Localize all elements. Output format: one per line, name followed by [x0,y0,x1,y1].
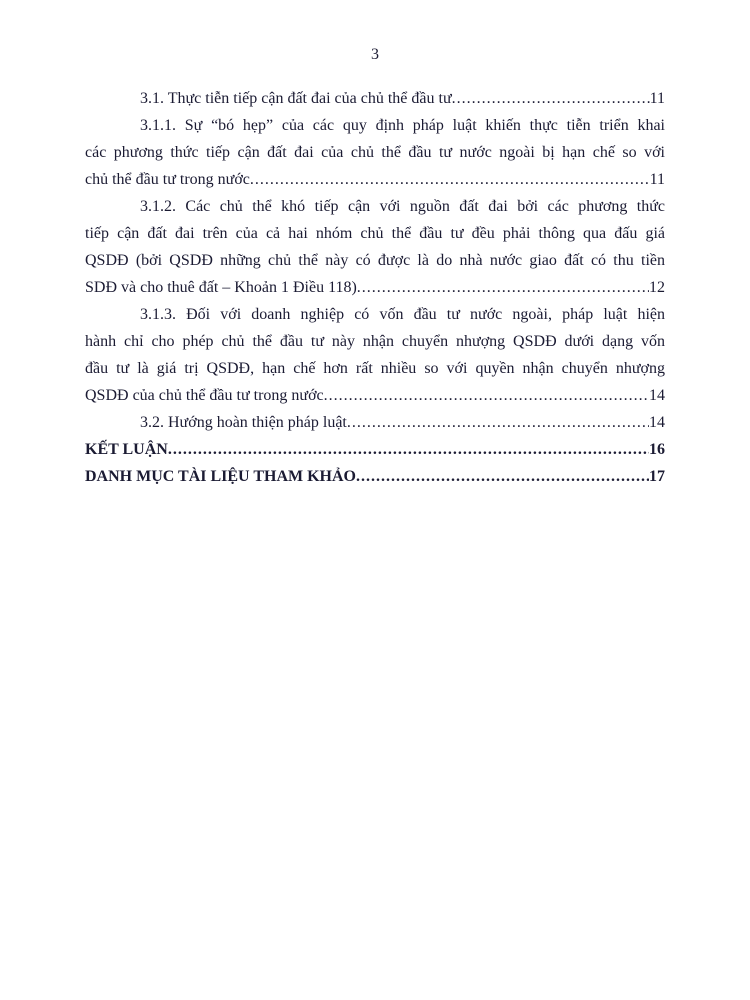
toc-entry-text: KẾT LUẬN [85,441,168,458]
toc-entry-page-number: 17 [649,468,665,485]
dot-leader [168,436,649,463]
table-of-contents [85,85,665,490]
toc-entry-line: đầu tư là giá trị QSDĐ, hạn chế hơn rất nhiều so với quyền nhận chuyển nhượng [85,360,665,377]
toc-entry-leader-line [85,274,665,301]
toc-entry-page-number: 14 [649,387,665,404]
toc-entry-leader-line [85,463,665,490]
toc-entry [85,112,665,193]
toc-entry-line: 3.1.2. Các chủ thể khó tiếp cận với nguồn đất đai bởi các phương thức [140,198,665,215]
toc-entry-line: các phương thức tiếp cận đất đai của chủ thể đầu tư nước ngoài bị hạn chế so với [85,144,665,161]
toc-entry-line: QSDĐ (bởi QSDĐ những chủ thể này có được là do nhà nước giao đất có thu tiền [85,252,665,269]
toc-entry-line: 3.1.3. Đối với doanh nghiệp có vốn đầu tư nước ngoài, pháp luật hiện [140,306,665,323]
toc-entry-leader-line [85,382,665,409]
dot-leader [452,85,650,112]
toc-entry-page-number: 16 [649,441,665,458]
toc-entry-text: chủ thể đầu tư trong nước [85,171,250,188]
toc-entry [85,409,665,436]
toc-entry-leader-line [85,436,665,463]
dot-leader [357,274,649,301]
toc-entry-page-number: 12 [649,279,665,296]
toc-entry-page-number: 11 [649,171,665,188]
dot-leader [324,382,649,409]
toc-entry-leader-line [85,166,665,193]
dot-leader [356,463,649,490]
toc-entry-text: QSDĐ của chủ thể đầu tư trong nước [85,387,324,404]
toc-entry-leader-line [85,85,665,112]
toc-entry [85,193,665,301]
toc-entry [85,85,665,112]
toc-entry-text: DANH MỤC TÀI LIỆU THAM KHẢO [85,468,356,485]
toc-entry-text: 3.2. Hướng hoàn thiện pháp luật [140,414,347,431]
toc-entry [85,436,665,463]
toc-entry-page-number: 14 [649,414,665,431]
toc-entry [85,301,665,409]
toc-entry-line: 3.1.1. Sự “bó hẹp” của các quy định pháp luật khiến thực tiễn triển khai [140,117,665,134]
page-number: 3 [371,46,379,63]
toc-entry-page-number: 11 [649,90,665,107]
toc-entry [85,463,665,490]
dot-leader [347,409,649,436]
dot-leader [250,166,650,193]
toc-entry-line: hành chỉ cho phép chủ thể đầu tư này nhận chuyển nhượng QSDĐ dưới dạng vốn [85,333,665,350]
toc-entry-text: SDĐ và cho thuê đất – Khoản 1 Điều 118) [85,279,357,296]
toc-entry-text: 3.1. Thực tiễn tiếp cận đất đai của chủ thể đầu tư [140,90,452,107]
toc-entry-leader-line [85,409,665,436]
toc-entry-line: tiếp cận đất đai trên của cả hai nhóm chủ thể đầu tư đều phải thông qua đấu giá [85,225,665,242]
